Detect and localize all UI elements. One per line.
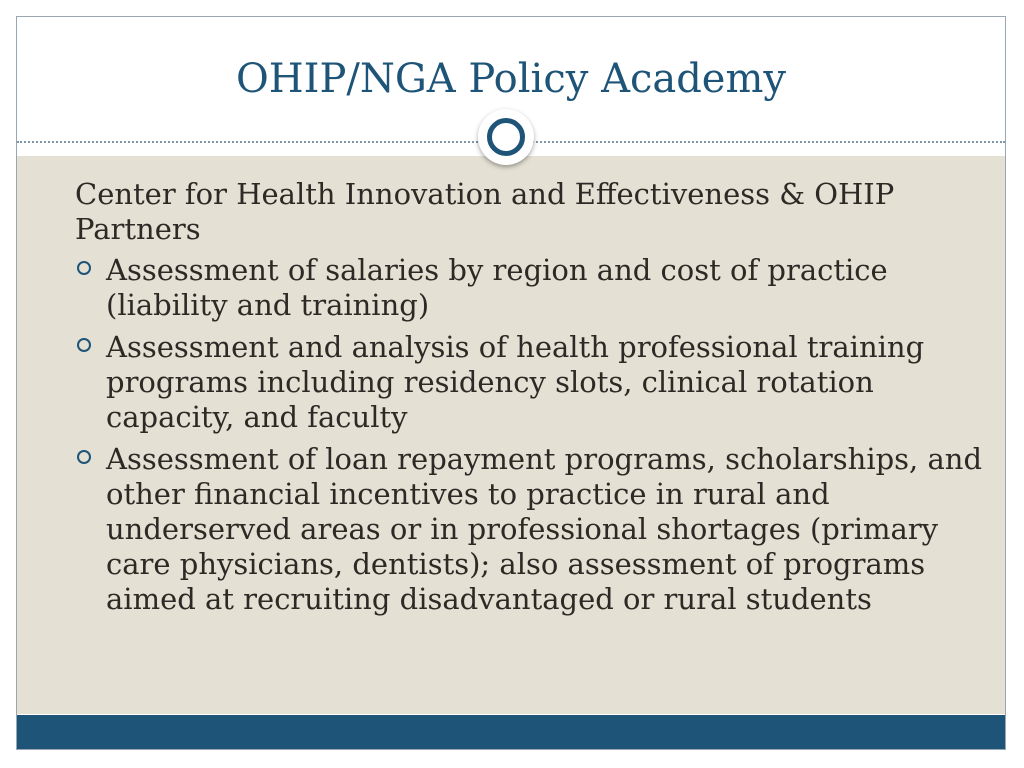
bullet-list [75, 253, 985, 617]
slide [16, 16, 1006, 750]
bullet-item [75, 330, 985, 435]
bullet-text: Assessment of loan repayment programs, scholarships, and other financial incentives to practice in rural and underserved areas or in professional shortages (primary care physicians, dentists); also assessment of programs aimed at recruiting disadvantaged or rural students [106, 442, 983, 616]
bullet-text: Assessment of salaries by region and cost of practice (liability and training) [106, 253, 888, 322]
hollow-circle-icon [77, 450, 91, 464]
bullet-item [75, 442, 985, 617]
footer-bar [17, 715, 1005, 750]
slide-title: OHIP/NGA Policy Academy [235, 56, 787, 102]
intro-text: Center for Health Innovation and Effectiveness & OHIP Partners [75, 177, 895, 246]
hollow-circle-icon [77, 261, 91, 275]
slide-body [75, 177, 985, 624]
ring-icon [478, 109, 534, 165]
bullet-text: Assessment and analysis of health professional training programs including residency slots, clinical rotation capacity, and faculty [106, 330, 925, 434]
hollow-circle-icon [77, 338, 91, 352]
ring-inner [487, 118, 525, 156]
bullet-item [75, 253, 985, 323]
